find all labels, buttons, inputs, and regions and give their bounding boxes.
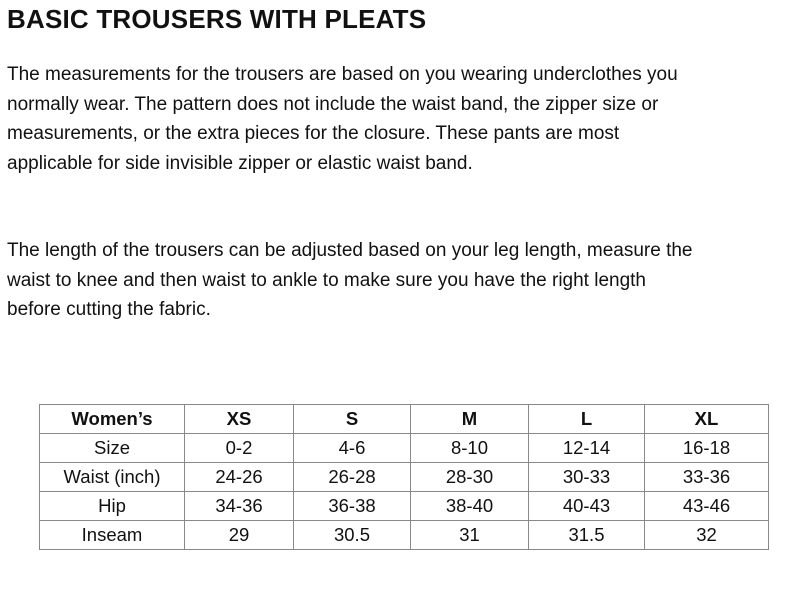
table-header-row <box>40 405 769 434</box>
table-row <box>40 492 769 521</box>
paragraph-line: measurements, or the extra pieces for the closure. These pants are most <box>7 123 620 144</box>
table-row <box>40 521 769 550</box>
size-chart-table <box>39 404 769 550</box>
table-cell: 30-33 <box>529 463 645 492</box>
row-label-cell: Hip <box>40 492 185 521</box>
header-cell: M <box>411 405 529 434</box>
table-cell: 31.5 <box>529 521 645 550</box>
paragraph-line: The measurements for the trousers are based on you wearing underclothes you <box>7 64 678 85</box>
length-paragraph <box>7 236 787 325</box>
table-cell: 32 <box>645 521 769 550</box>
row-label-cell: Size <box>40 434 185 463</box>
table-cell: 0-2 <box>185 434 294 463</box>
table-cell: 34-36 <box>185 492 294 521</box>
table-cell: 28-30 <box>411 463 529 492</box>
table-cell: 31 <box>411 521 529 550</box>
table-cell: 16-18 <box>645 434 769 463</box>
table-cell: 33-36 <box>645 463 769 492</box>
header-cell: S <box>294 405 411 434</box>
table-cell: 4-6 <box>294 434 411 463</box>
paragraph-line: normally wear. The pattern does not include the waist band, the zipper size or <box>7 93 659 115</box>
table-row <box>40 434 769 463</box>
table-cell: 43-46 <box>645 492 769 521</box>
paragraph-line: applicable for side invisible zipper or elastic waist band. <box>7 152 473 174</box>
table-cell: 38-40 <box>411 492 529 521</box>
table-cell: 8-10 <box>411 434 529 463</box>
table-row <box>40 463 769 492</box>
paragraph-line: before cutting the fabric. <box>7 299 211 320</box>
table-cell: 30.5 <box>294 521 411 550</box>
table-cell: 36-38 <box>294 492 411 521</box>
measurements-paragraph <box>7 60 787 178</box>
header-cell: XS <box>185 405 294 434</box>
page-title: BASIC TROUSERS WITH PLEATS <box>7 4 427 34</box>
header-cell: XL <box>645 405 769 434</box>
header-cell: Women’s <box>40 405 185 434</box>
table-cell: 24-26 <box>185 463 294 492</box>
table-cell: 26-28 <box>294 463 411 492</box>
table-cell: 12-14 <box>529 434 645 463</box>
table-cell: 29 <box>185 521 294 550</box>
row-label-cell: Waist (inch) <box>40 463 185 492</box>
paragraph-line: waist to knee and then waist to ankle to make sure you have the right length <box>7 269 646 291</box>
paragraph-line: The length of the trousers can be adjusted based on your leg length, measure the <box>7 240 693 261</box>
header-cell: L <box>529 405 645 434</box>
row-label-cell: Inseam <box>40 521 185 550</box>
table-cell: 40-43 <box>529 492 645 521</box>
